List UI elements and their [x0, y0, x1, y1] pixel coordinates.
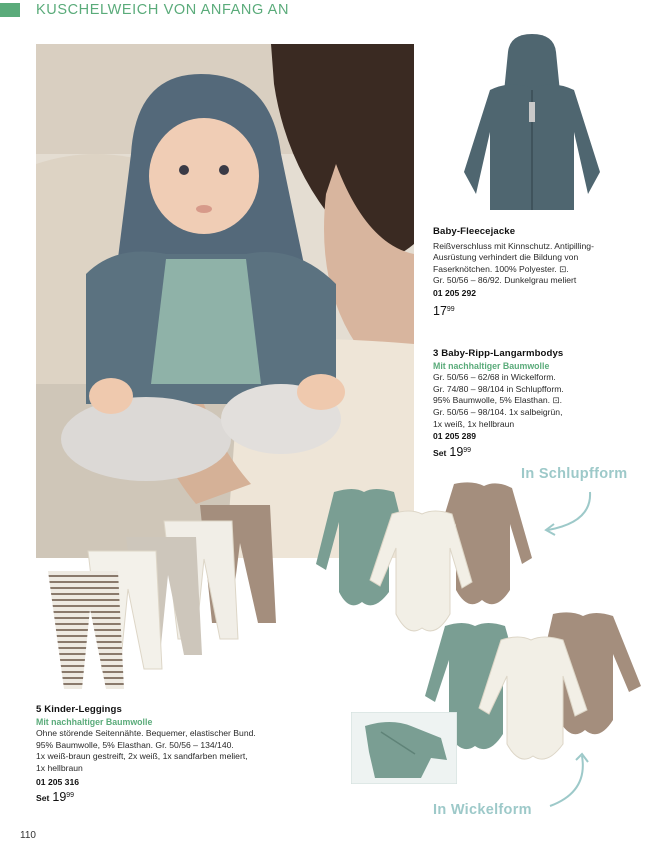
arrow-schlupf-icon	[538, 488, 602, 538]
product-desc-line: 95% Baumwolle, 5% Elasthan.	[433, 395, 551, 406]
product-desc-line: 1x hellbraun	[36, 762, 83, 773]
callout-schlupfform: In Schlupfform	[521, 466, 628, 482]
page-number: 110	[20, 830, 36, 841]
product-bodys	[433, 348, 633, 459]
price	[433, 444, 633, 460]
product-leggings	[36, 704, 336, 805]
price-cents: 99	[446, 305, 455, 313]
page-title: KUSCHELWEICH VON ANFANG AN	[36, 2, 290, 18]
product-desc-line: Gr. 50/56 – 98/104. 1x salbeigrün,	[433, 406, 563, 417]
product-fleece-jacket	[433, 226, 633, 317]
callout-wickelform: In Wickelform	[433, 802, 532, 818]
price-prefix: Set	[36, 793, 50, 804]
product-subtitle: Mit nachhaltiger Baumwolle	[36, 716, 153, 727]
wickel-detail-inset	[351, 712, 457, 784]
product-desc-line: Ohne störende Seitennähte. Bequemer, elastischer Bund.	[36, 728, 256, 739]
product-desc-line: 1x weiß-braun gestreift, 2x weiß, 1x sandfarben meliert,	[36, 751, 248, 762]
article-number: 01 205 289	[433, 431, 477, 442]
product-desc-line: 1x weiß, 1x hellbraun	[433, 418, 515, 429]
product-name: 5 Kinder-Leggings	[36, 704, 122, 715]
baby-photo-illustration	[36, 44, 414, 558]
price-main: 19	[449, 444, 464, 459]
product-desc-line: 95% Baumwolle, 5% Elasthan. Gr. 50/56 – 134/140.	[36, 739, 234, 750]
price	[36, 792, 336, 805]
product-name: Baby-Fleecejacke	[433, 226, 516, 237]
product-name: 3 Baby-Ripp-Langarmbodys	[433, 348, 564, 359]
main-photo	[36, 44, 414, 558]
price-cents: 99	[463, 446, 472, 454]
price-main: 19	[52, 790, 67, 805]
article-number: 01 205 316	[36, 776, 80, 787]
product-desc-line: Gr. 74/80 – 98/104 in Schlupfform.	[433, 383, 564, 394]
leggings-image	[46, 503, 280, 695]
product-subtitle: Mit nachhaltiger Baumwolle	[433, 360, 550, 371]
price-main: 17	[433, 303, 447, 318]
arrow-wickel-icon	[540, 752, 600, 812]
product-desc-line: Gr. 50/56 – 62/68 in Wickelform.	[433, 372, 556, 383]
wash-care-icon: ⊡.	[559, 263, 569, 274]
article-number: 01 205 292	[433, 287, 477, 298]
fleece-jacket-image	[450, 32, 614, 212]
wash-care-icon: ⊡.	[552, 395, 563, 406]
price-cents: 99	[66, 792, 75, 800]
product-desc-line: Gr. 50/56 – 86/92. Dunkelgrau meliert	[433, 275, 577, 286]
price	[433, 303, 633, 318]
price-prefix: Set	[433, 447, 447, 458]
product-desc-line: Reißverschluss mit Kinnschutz. Antipilling-	[433, 240, 594, 251]
product-desc-line: Faserknötchen. 100% Polyester.	[433, 263, 557, 274]
product-desc-line: Ausrüstung verhindert die Bildung von	[433, 252, 579, 263]
header-accent-bar	[0, 3, 20, 17]
